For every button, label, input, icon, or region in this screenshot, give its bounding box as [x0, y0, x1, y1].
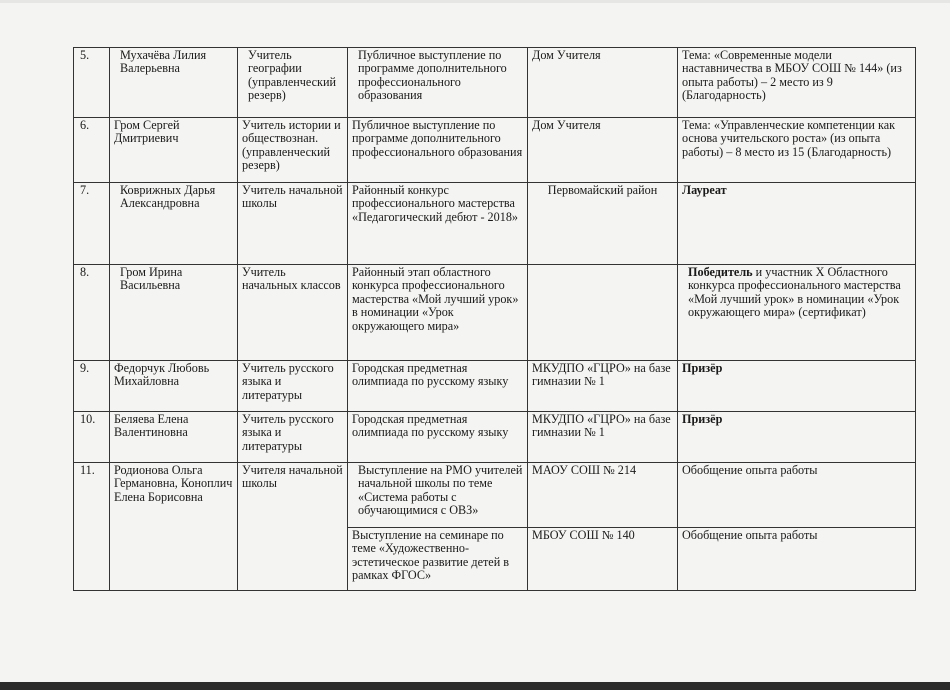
teacher-position: Учитель истории и обществознан. (управленческий резерв)	[238, 118, 348, 183]
event-description-2: Выступление на семинаре по теме «Художественно-эстетическое развитие детей в рамках ФГОС»	[348, 528, 528, 591]
event-description: Городская предметная олимпиада по русскому языку	[348, 361, 528, 412]
event-place: МКУДПО «ГЦРО» на базе гимназии № 1	[528, 412, 678, 463]
row-number: 10.	[74, 412, 110, 463]
teacher-name: Гром Сергей Дмитриевич	[110, 118, 238, 183]
teacher-name: Федорчук Любовь Михайловна	[110, 361, 238, 412]
event-description: Публичное выступление по программе дополнительного профессионального образования	[348, 118, 528, 183]
event-place: Первомайский район	[528, 183, 678, 265]
event-result: Обобщение опыта работы	[678, 463, 916, 528]
event-result: Тема: «Современные модели наставничества в МБОУ СОШ № 144» (из опыта работы) – 2 место из 9 (Благодарность)	[678, 48, 916, 118]
event-result: Лауреат	[678, 183, 916, 265]
table-row	[74, 118, 916, 183]
event-place	[528, 265, 678, 361]
event-description: Районный этап областного конкурса профессионального мастерства «Мой лучший урок» в номинации «Урок окружающего мира»	[348, 265, 528, 361]
event-description: Районный конкурс профессионального мастерства «Педагогический дебют - 2018»	[348, 183, 528, 265]
teacher-position: Учитель начальных классов	[238, 265, 348, 361]
event-description: Выступление на РМО учителей начальной школы по теме «Система работы с обучающимися с ОВЗ»	[348, 463, 528, 528]
event-result	[678, 265, 916, 361]
scan-bottom-edge	[0, 682, 950, 690]
teacher-name: Родионова Ольга Германовна, Коноплич Елена Борисовна	[110, 463, 238, 591]
teacher-name: Мухачёва Лилия Валерьевна	[110, 48, 238, 118]
event-description: Публичное выступление по программе дополнительного профессионального образования	[348, 48, 528, 118]
row-number: 8.	[74, 265, 110, 361]
event-place: Дом Учителя	[528, 118, 678, 183]
result-detail: и участник X Областного конкурса профессионального мастерства «Мой лучший урок» в номинации «Урок окружающего мира» (сертификат)	[688, 265, 901, 320]
table-row	[74, 463, 916, 528]
event-place: Дом Учителя	[528, 48, 678, 118]
event-result: Призёр	[678, 361, 916, 412]
teacher-name: Коврижных Дарья Александровна	[110, 183, 238, 265]
teacher-position: Учитель русского языка и литературы	[238, 361, 348, 412]
event-result: Тема: «Управленческие компетенции как основа учительского роста» (из опыта работы) – 8 место из 15 (Благодарность)	[678, 118, 916, 183]
teacher-name: Гром Ирина Васильевна	[110, 265, 238, 361]
teacher-name: Беляева Елена Валентиновна	[110, 412, 238, 463]
row-number: 11.	[74, 463, 110, 591]
event-place: МКУДПО «ГЦРО» на базе гимназии № 1	[528, 361, 678, 412]
row-number: 9.	[74, 361, 110, 412]
row-number: 6.	[74, 118, 110, 183]
event-place: МАОУ СОШ № 214	[528, 463, 678, 528]
row-number: 5.	[74, 48, 110, 118]
event-place-2: МБОУ СОШ № 140	[528, 528, 678, 591]
teacher-position: Учитель начальной школы	[238, 183, 348, 265]
teacher-position: Учитель географии (управленческий резерв)	[238, 48, 348, 118]
event-result: Призёр	[678, 412, 916, 463]
table-row	[74, 361, 916, 412]
table-row	[74, 265, 916, 361]
teacher-position: Учитель русского языка и литературы	[238, 412, 348, 463]
event-result-2: Обобщение опыта работы	[678, 528, 916, 591]
table-row	[74, 183, 916, 265]
row-number: 7.	[74, 183, 110, 265]
event-description: Городская предметная олимпиада по русскому языку	[348, 412, 528, 463]
teacher-position: Учителя начальной школы	[238, 463, 348, 591]
table-row	[74, 412, 916, 463]
result-highlight: Победитель	[688, 265, 753, 279]
awards-table	[73, 47, 916, 591]
scan-top-edge	[0, 0, 950, 3]
table-row	[74, 48, 916, 118]
